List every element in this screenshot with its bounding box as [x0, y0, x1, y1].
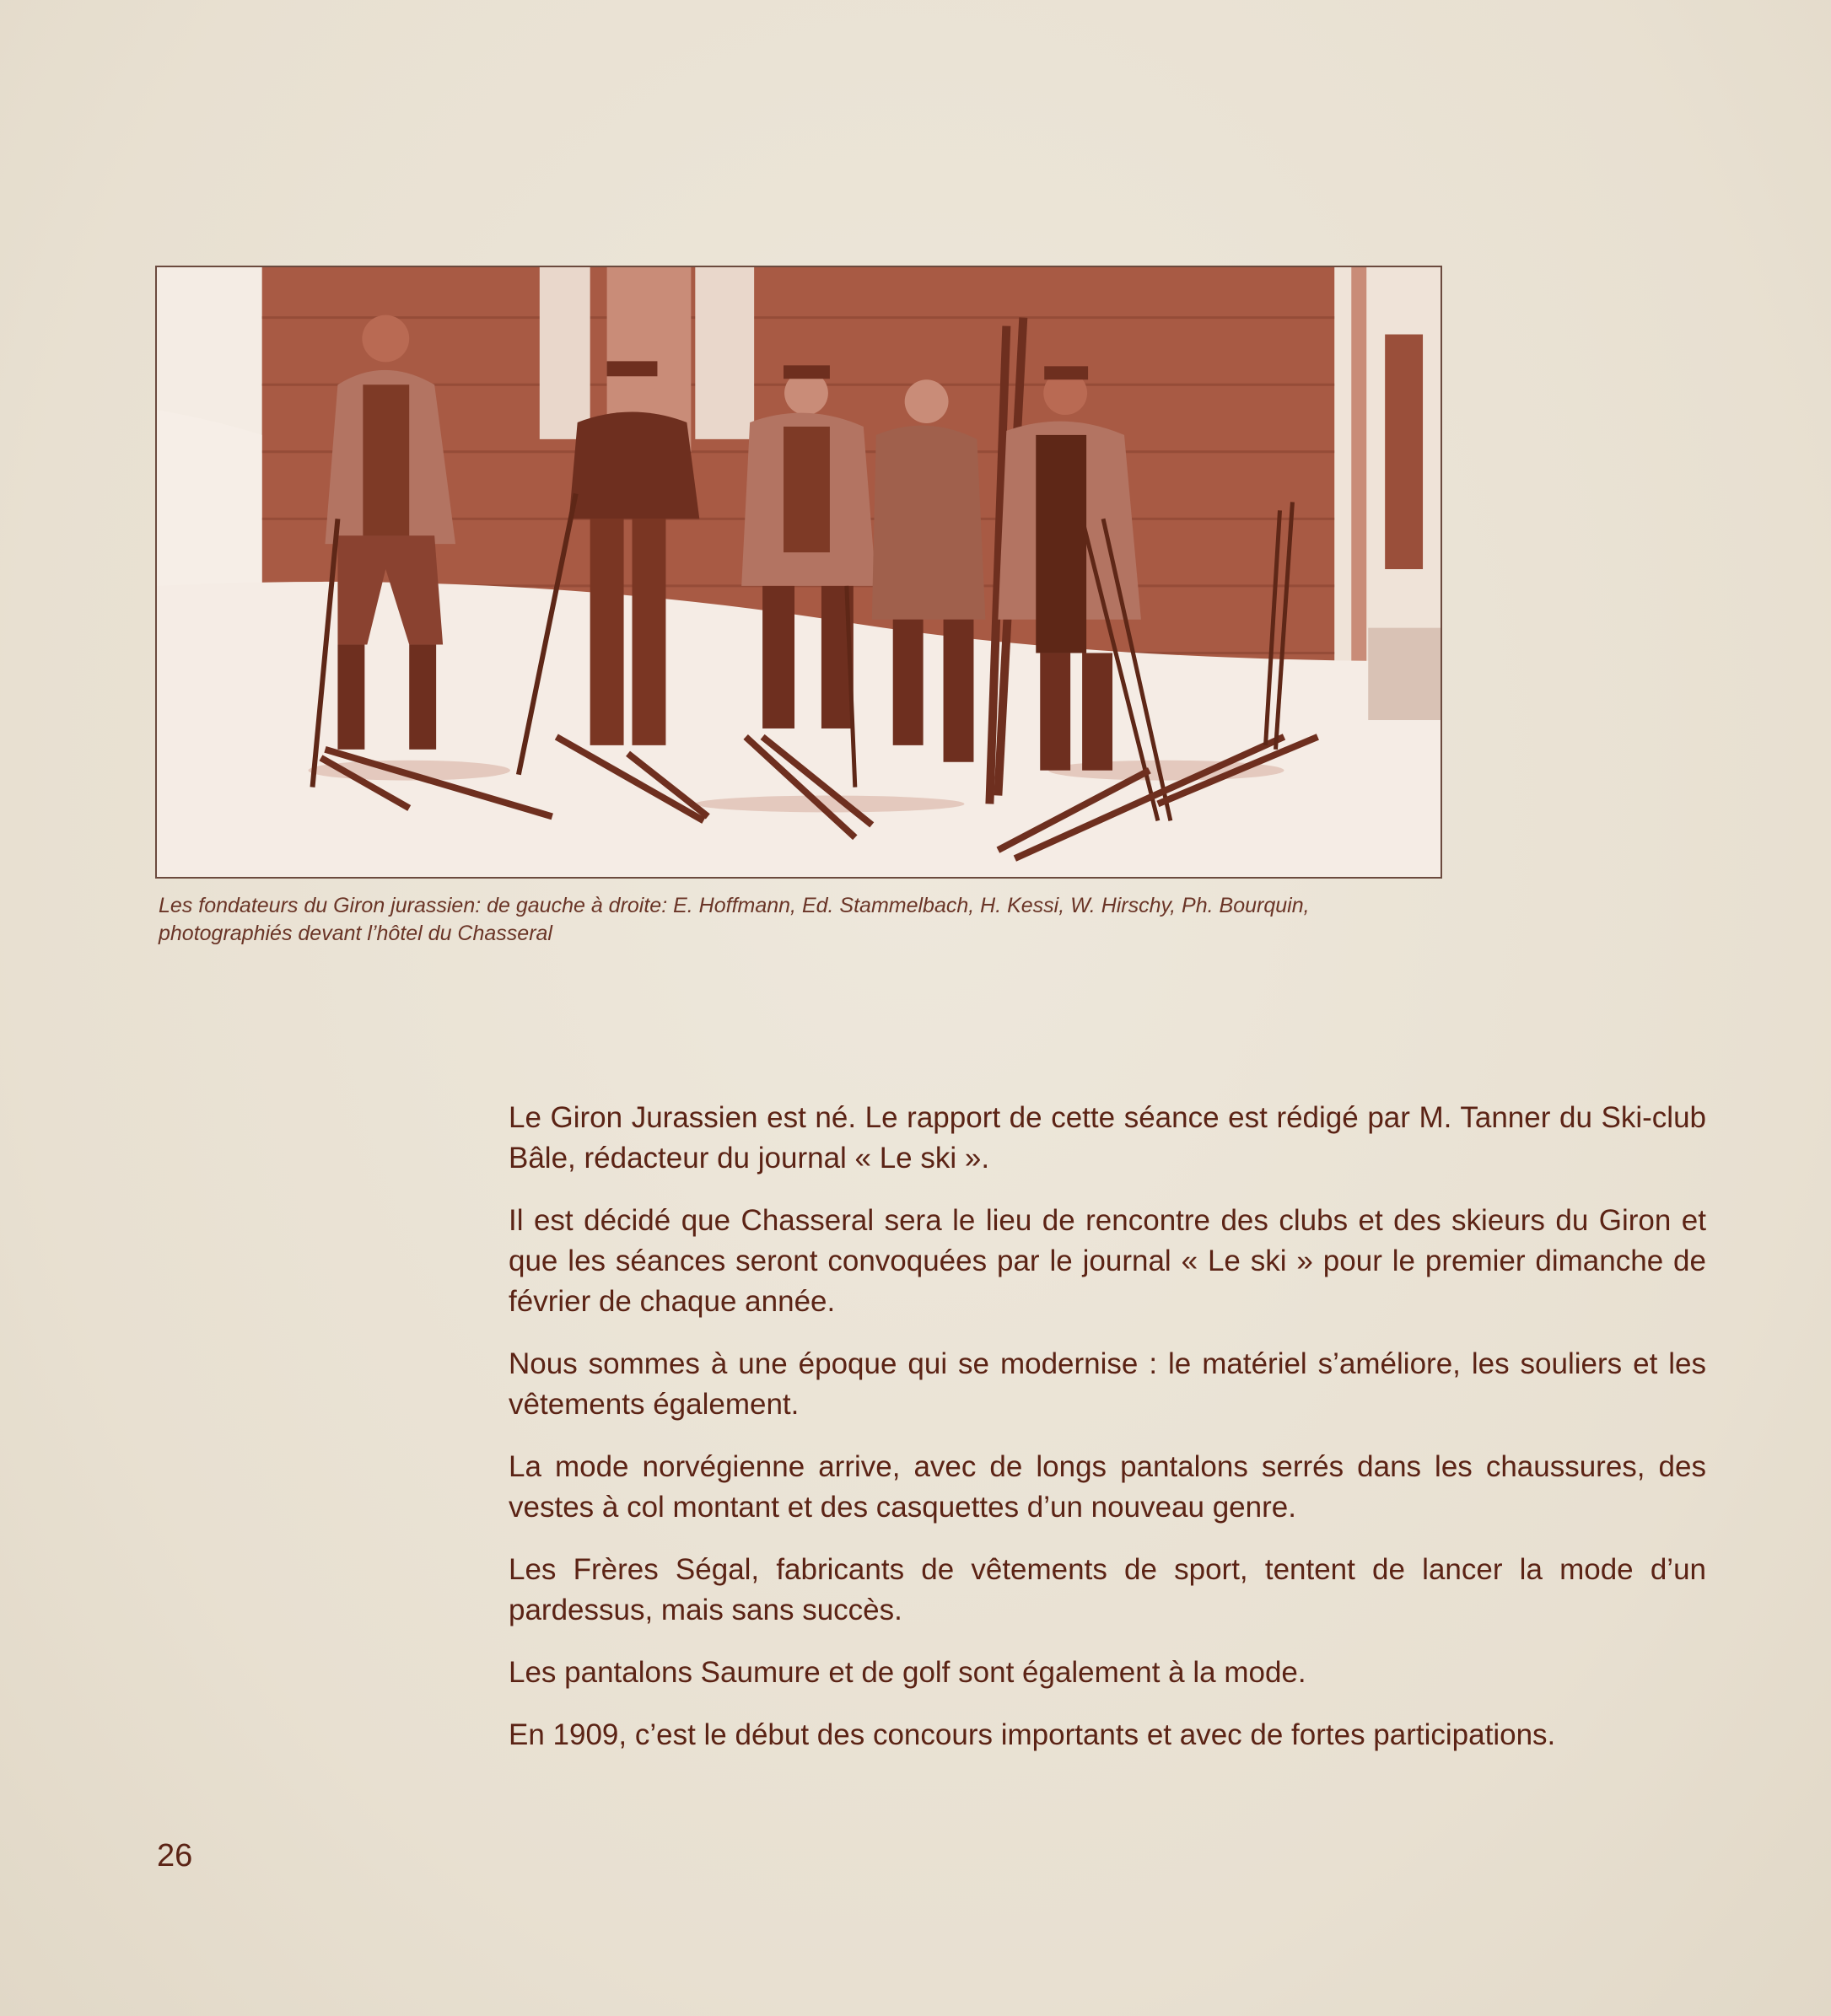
paragraph: La mode norvégienne arrive, avec de longs pantalons serrés dans les chaussures, des vestes à col montant et des casquettes d’un nouveau genre. — [509, 1450, 1706, 1524]
window-shutter-left — [540, 267, 590, 439]
window-shutter-right — [695, 267, 754, 439]
page-number: 26 — [157, 1838, 193, 1874]
paragraph: Le Giron Jurassien est né. Le rapport de cette séance est rédigé par M. Tanner du Ski-club Bâle, rédacteur du journal « Le ski ». — [509, 1101, 1706, 1175]
body-text — [509, 1098, 1706, 1777]
paragraph: Les Frères Ségal, fabricants de vêtements de sport, tentent de lancer la mode d’un pardessus, mais sans succès. — [509, 1553, 1706, 1626]
paragraph: En 1909, c’est le début des concours importants et avec de fortes participations. — [509, 1718, 1556, 1751]
door-frame — [1351, 267, 1366, 720]
paragraph: Il est décidé que Chasseral sera le lieu de rencontre des clubs et des skieurs du Giron et que les séances seront convoquées par le journal « Le ski » pour le premier dimanche de février de chaque année. — [509, 1204, 1706, 1318]
photo-caption — [159, 892, 1449, 948]
stone-step — [1368, 628, 1441, 720]
caption-line-1: Les fondateurs du Giron jurassien: de gauche à droite: E. Hoffmann, Ed. Stammelbach, H. Kessi, W. Hirschy, Ph. Bourquin, — [159, 894, 1310, 917]
historical-photo — [155, 266, 1442, 879]
ski-group-photo-illustration — [157, 267, 1441, 877]
caption-line-2: photographiés devant l’hôtel du Chasseral — [159, 922, 552, 945]
person-in-doorway — [1385, 335, 1423, 569]
snow-bank-left — [157, 410, 262, 597]
paragraph: Nous sommes à une époque qui se modernise : le matériel s’améliore, les souliers et les vêtements également. — [509, 1347, 1706, 1421]
paragraph: Les pantalons Saumure et de golf sont également à la mode. — [509, 1656, 1306, 1689]
